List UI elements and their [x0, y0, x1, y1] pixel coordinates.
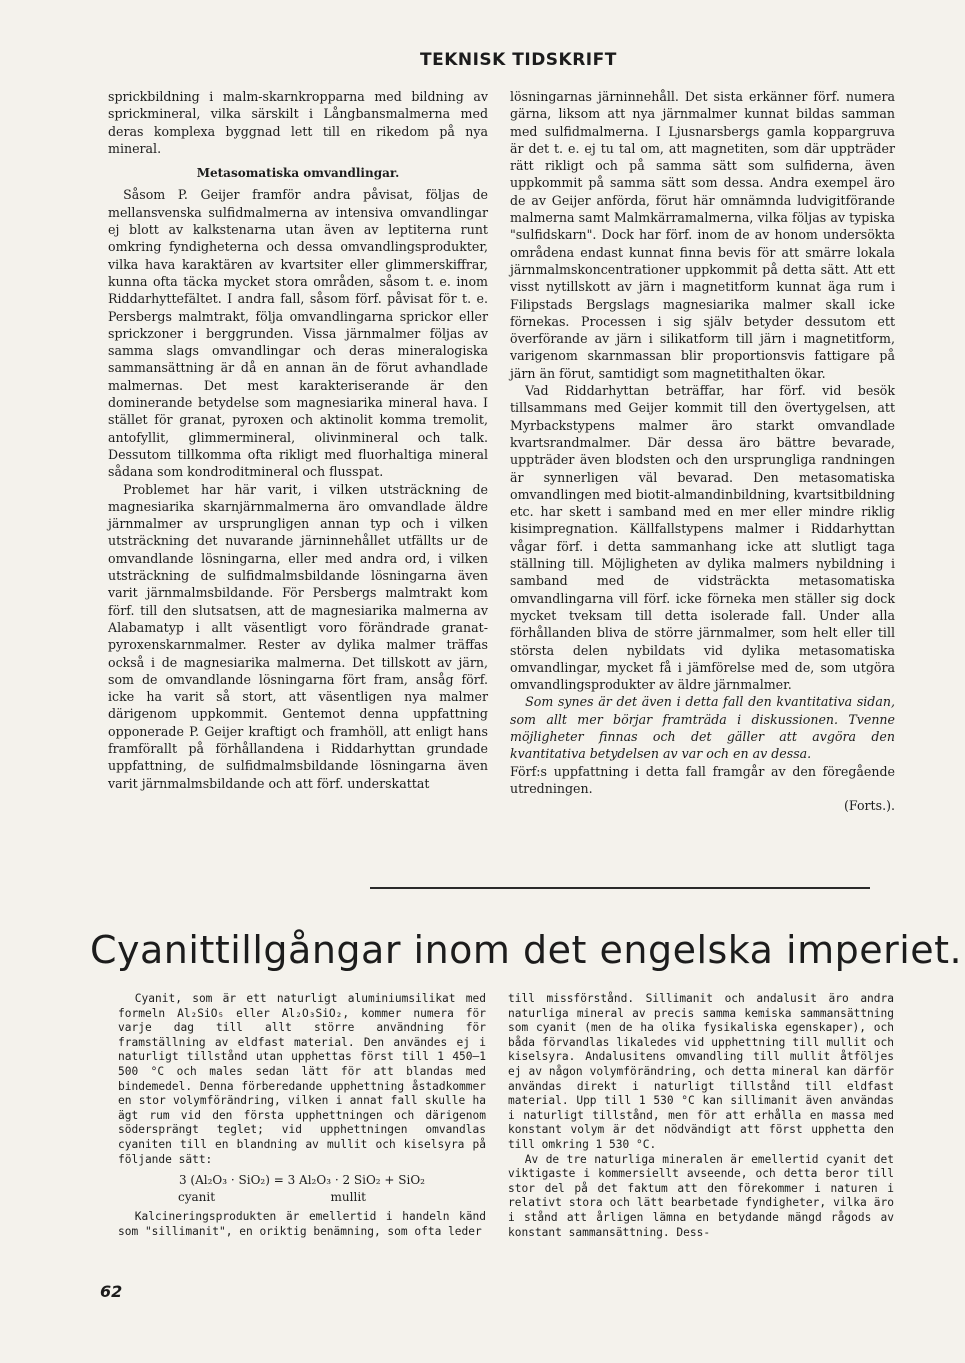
paragraph: Förf:s uppfattning i detta fall framgår av den föregående utredningen.	[510, 763, 895, 796]
paragraph: Av de tre naturliga mineralen är emellertid cyanit det viktigaste i kommersiellt avseende, och detta beror till stor del på det faktum att den förekommer i naturen i relativt stora och lätt bearbetade fyndigheter, vilka äro i stånd att årligen lämna en betydande mängd rågods av konstant sammansättning. Dess-	[508, 1152, 894, 1239]
article2-left-column	[118, 992, 486, 1240]
formula-label-mullit: mullit	[330, 1189, 366, 1204]
paragraph: till missförstånd. Sillimanit och andalusit äro andra naturliga mineral av precis samma kemiska sammansättning som cyanit (men de ha olika fysikaliska egenskaper), och båda förvandlas likaledes vid upphettning till mullit och kiselsyra. Andalusitens omvandling till mullit åtföljes ej av någon volymförändring, och detta mineral kan därför användas direkt i naturligt tillstånd till eldfast material. Upp till 1 530 °C kan sillimanit även användas i naturligt tillstånd, men för att erhålla en massa med konstant volym är det nödvändigt att först upphetta den till omkring 1 530 °C.	[508, 992, 894, 1151]
paragraph: Cyanit, som är ett naturligt aluminiumsilikat med formeln Al₂SiO₅ eller Al₂O₃SiO₂, kommer numera för varje dag till allt större användning för framställning av eldfast material. Den användes ej i naturligt tillstånd utan upphettas först till 1 450—1 500 °C och males sedan lätt för att blandas med bindemedel. Denna förberedande upphettning åstadkommer en stor volymförändring, vilken i annat fall skulle ha ägt rum vid den första upphettningen och därigenom södersprängt teglet; vid upphettningen omvandlas cyaniten till en blandning av mullit och kiselsyra på följande sätt:	[118, 992, 486, 1166]
journal-header: TEKNISK TIDSKRIFT	[420, 50, 617, 70]
left-column	[108, 88, 488, 792]
paragraph: sprickbildning i malm-skarnkropparna med bildning av sprickmineral, vilka särskilt i Långbansmalmerna med deras komplexa byggnad lett till en rikedom på nya mineral.	[108, 89, 488, 156]
subheading: Metasomatiska omvandlingar.	[196, 166, 400, 181]
chemical-formula: 3 (Al₂O₃ · SiO₂) = 3 Al₂O₃ · 2 SiO₂ + SiO₂	[178, 1173, 425, 1188]
paragraph: Såsom P. Geijer framför andra påvisat, följas de mellansvenska sulfidmalmerna av intensiva omvandlingar ej blott av kalkstenarna utan även av leptiterna runt omkring fyndigheterna och dessa omvandlingsprodukter, vilka hava karaktären av kvartsiter eller glimmerskiffrar, kunna ofta täcka mycket stora områden, såsom t. e. inom Riddarhyttefältet. I andra fall, såsom förf. påvisat för t. e. Persbergs malmtrakt, följa omvandlingarna sprickor eller sprickzoner i berggrunden. Vissa järnmalmer följas av samma slags omvandlingar och deras mineralogiska sammansättning är då en annan än de förut avhandlade malmernas. Det mest karakteriserande är den dominerande betydelse som magnesiarika mineral hava. I stället för granat, pyroxen och aktinolit komma tremolit, antofyllit, glimmermineral, olivinmineral och talk. Dessutom tillkomma ofta rikligt med fluorhaltiga mineral sådana som kondroditmineral och flusspat.	[108, 187, 488, 480]
italic-paragraph: Som synes är det även i detta fall den kvantitativa sidan, som allt mer börjar framträda i diskussionen. Tvenne möjligheter finnas och det gäller att avgöra den kvantitativa betydelsen av var och en av dessa.	[510, 694, 895, 762]
right-column	[510, 88, 895, 814]
formula-labels	[118, 1190, 486, 1205]
page-number: 62	[100, 1282, 123, 1301]
forts-label: (Forts.).	[843, 798, 895, 814]
formula-label-cyanit: cyanit	[178, 1189, 216, 1204]
section-divider	[370, 887, 870, 889]
article-title: Cyanittillgångar inom det engelska imperiet.	[90, 928, 963, 972]
paragraph: Kalcineringsprodukten är emellertid i handeln känd som "sillimanit", en oriktig benämning, som ofta leder	[118, 1210, 486, 1238]
paragraph: Vad Riddarhyttan beträffar, har förf. vid besök tillsammans med Geijer kommit till den övertygelsen, att Myrbackstypens malmer äro starkt omvandlade kvartsrandmalmer. Där dessa äro bättre bevarade, uppträder även blodsten och den ursprungliga randningen är synnerligen väl bevarad. Den metasomatiska omvandlingen med biotit-almandinbildning, kvartsitbildning etc. har skett i samband med en mer eller mindre riklig kisimpregnation. Källfallstypens malmer i Riddarhyttan vågar förf. i detta sammanhang icke att slutligt taga ställning till. Möjligheten av dylika malmers nybildning i samband med de vidsträckta metasomatiska omvandlingarna vill förf. icke förneka men ställer sig dock mycket tveksam till detta isolerade fall. Under alla förhållanden bliva de större järnmalmer, som helt eller till största delen nybildats vid dylika metasomatiska omvandlingar, mycket få i jämförelse med de, som utgöra omvandlingsprodukter av äldre järnmalmer.	[510, 383, 895, 693]
article2-right-column	[508, 992, 894, 1240]
paragraph: lösningarnas järninnehåll. Det sista erkänner förf. numera gärna, liksom att nya järnmalmer kunnat bildas samman med sulfidmalmerna. I Ljusnarsbergs gamla koppargruva är det t. e. ej tu tal om, att magnetiten, som där uppträder rätt rikligt och på samma sätt som sulfiderna, även uppkommit på samma sätt som dessa. Andra exempel äro de av Geijer anförda, förut här omnämnda ludvigitförande malmerna samt Malmkärramalmerna, vilka följas av typiska "sulfidskarn". Dock har förf. inom de av honom undersökta områdena endast kunnat finna bevis för att smärre lokala järnmalmskoncentrationer uppkommit på detta sätt. Att ett visst nytillskott av järn i magnetitform kunnat äga rum i Filipstads Bergslags magnesiarika malmer skall icke förnekas. Processen i sig själv betyder dessutom ett överförande av järn i silikatform till järn i magnetitform, varigenom skarnmassan blir proportionsvis fattigare på järn än förut, samtidigt som magnetithalten ökar.	[510, 89, 895, 381]
paragraph: Problemet har här varit, i vilken utsträckning de magnesiarika skarnjärnmalmerna äro omvandlade äldre järnmalmer av ursprungligen annan typ och i vilken utsträckning det nuvarande järninnehållet utfällts ur de omvandlande lösningarna, eller med andra ord, i vilken utsträckning de sulfidmalmsbildande lösningarna även varit järnmalmsbildande. För Persbergs malmtrakt kom förf. till den slutsatsen, att de magnesiarika malmerna av Alabamatyp i allt väsentligt voro förändrade granat-pyroxenskarnmalmer. Rester av dylika malmer träffas också i de magnesiarika malmerna. Det tillskott av järn, som de omvandlande lösningarna fört fram, ansåg förf. icke ha varit så stort, att väsentligen nya malmer därigenom uppkommit. Gentemot denna uppfattning opponerade P. Geijer kraftigt och framhöll, att enligt hans framförallt på förhållandena i Riddarhyttan grundade uppfattning, de sulfidmalmsbildande lösningarna även varit järnmalmsbildande och att förf. underskattat	[108, 481, 488, 791]
